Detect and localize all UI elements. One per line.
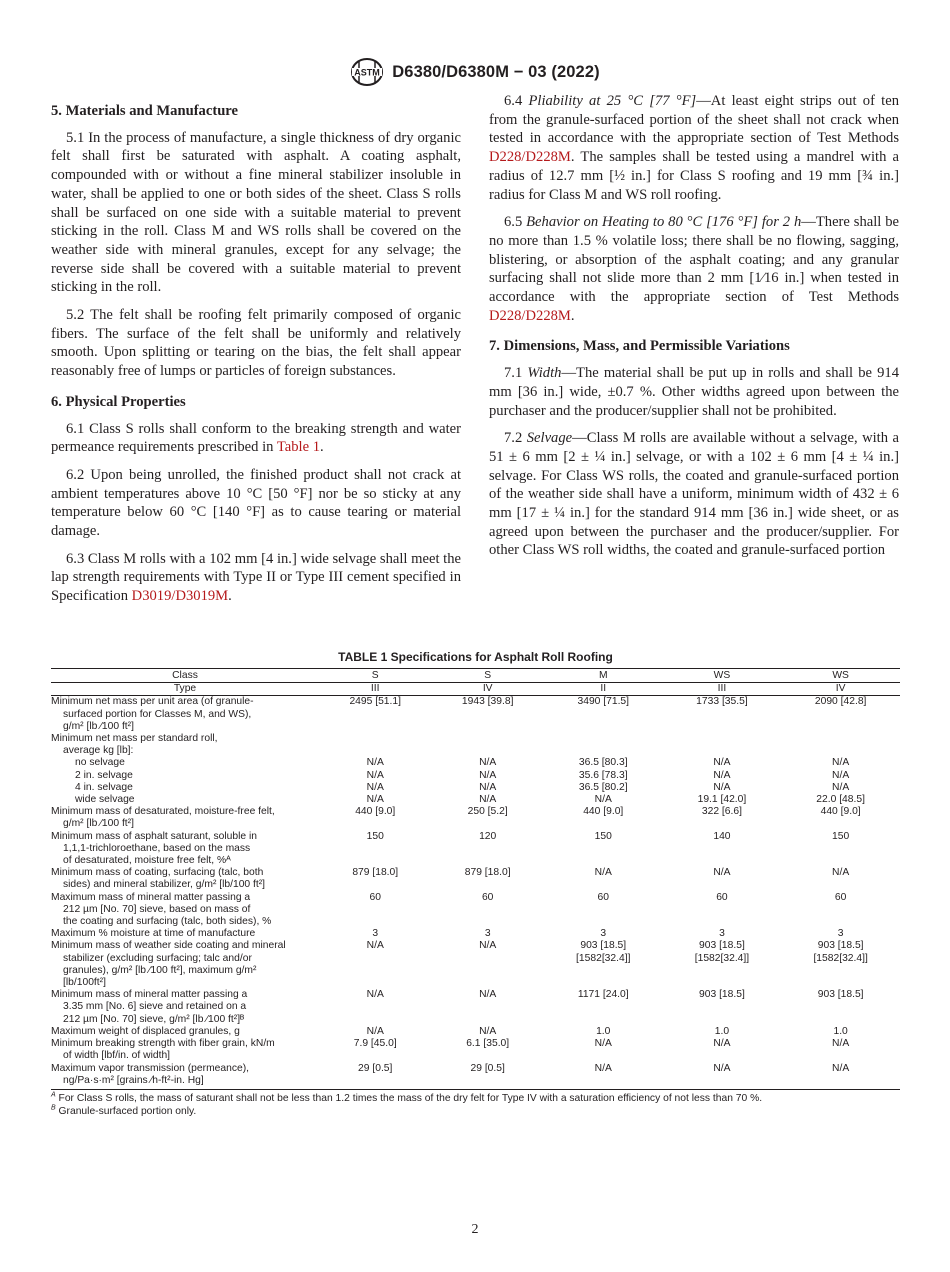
value-cell: 3490 [71.5] [577, 696, 630, 708]
paragraph-6-4-number: 6.4 [504, 93, 529, 109]
property-label-line: Minimum mass of coating, surfacing (talc, both [51, 867, 264, 879]
value-cell [663, 733, 782, 757]
property-cell [51, 1026, 319, 1038]
property-cell [51, 770, 319, 782]
paragraph-6-5-text: —There shall be no more than 1.5 % volatile loss; there shall be no flowing, sagging, blistering, or absorption of the asphalt coating; and any granular surfacing shall not slide more than 2 mm [1⁄16 in.] when tested in accordance with the appropriate section of Test Methods [489, 214, 899, 306]
property-cell [51, 733, 319, 757]
value-cell: 150 [366, 830, 384, 842]
property-label-line: Maximum weight of displaced granules, g [51, 1025, 240, 1037]
value-cell: 60 [597, 891, 609, 903]
value-cell: 322 [6.6] [701, 806, 742, 818]
value-cell: 440 [9.0] [355, 806, 396, 818]
property-cell [51, 806, 319, 830]
page-header [0, 55, 950, 89]
property-label-line: sides) and mineral stabilizer, g/m² [lb/100 ft²] [63, 879, 266, 891]
value-cell: 36.5 [80.3] [578, 757, 628, 769]
property-label-line: Maximum vapor transmission (permeance), [51, 1062, 249, 1074]
paragraph-6-3 [51, 550, 461, 606]
footnote-b-mark: B [51, 1104, 56, 1112]
paragraph-6-1-text: 6.1 Class S rolls shall conform to the breaking strength and water permeance requirements prescribed in [51, 420, 461, 456]
type-col-2: IV [431, 683, 543, 696]
paragraph-7-1-title: Width [527, 365, 562, 382]
d228-link[interactable]: D228/D228M [489, 149, 571, 166]
table-row [51, 696, 900, 733]
property-label-line: 2 in. selvage [75, 769, 133, 781]
property-label-line: stabilizer (excluding surfacing; talc and/or [63, 952, 252, 964]
value-cell: N/A [832, 1038, 850, 1050]
paragraph-6-3-end: . [228, 588, 232, 605]
table-header-type-row [51, 683, 900, 696]
astm-logo-icon [350, 57, 384, 87]
value-cell: N/A [544, 1063, 663, 1090]
footnote-a-text: For Class S rolls, the mass of saturant shall not be less than 1.2 times the mass of the dry felt for Type IV with a saturation efficiency of not less than 70 %. [55, 1092, 763, 1104]
value-cell: N/A [366, 1025, 384, 1037]
value-cell: 3 [837, 928, 844, 940]
value-cell: 29 [0.5] [431, 1063, 543, 1090]
value-cell: 1943 [39.8] [461, 696, 514, 708]
value-cell: 120 [479, 830, 497, 842]
table-row [51, 1026, 900, 1038]
value-cell: 150 [832, 830, 850, 842]
paragraph-6-2: 6.2 Upon being unrolled, the finished product shall not crack at ambient temperatures above 10 °C [50 °F] nor be so sticky at any temperature below 60 °C [140 °F] as to cause tearing or material damage. [51, 466, 461, 540]
specifications-table [51, 668, 900, 1090]
property-label-line: Minimum net mass per unit area (of granule- [51, 696, 254, 708]
property-cell [51, 831, 319, 868]
paragraph-6-4 [489, 92, 899, 204]
paragraph-6-4-end: . The samples shall be tested using a mandrel with a radius of 12.7 mm [½ in.] for Class S roofing and 19 mm [¾ in.] radius for Class M and WS roll roofing. [489, 149, 899, 203]
table-row [51, 794, 900, 806]
paragraph-7-1 [489, 364, 899, 420]
paragraph-6-5-number: 6.5 [504, 214, 527, 231]
property-label-line: 4 in. selvage [75, 781, 133, 793]
value-cell: N/A [479, 940, 497, 952]
table-body [51, 696, 900, 1090]
property-label-line: Maximum % moisture at time of manufacture [51, 928, 256, 940]
value-cell: 3 [600, 928, 607, 940]
value-cell: 1171 [24.0] [577, 989, 629, 1001]
value-cell: N/A [479, 781, 497, 793]
value-cell: 440 [9.0] [820, 806, 861, 818]
value-cell: N/A [479, 757, 497, 769]
table-row [51, 733, 900, 757]
value-cell: N/A [366, 781, 384, 793]
table-row [51, 940, 900, 989]
paragraph-7-2-title: Selvage [526, 430, 573, 447]
paragraph-7-2 [489, 429, 899, 560]
paragraph-6-1-end: . [320, 439, 324, 456]
property-label-line: Minimum net mass per standard roll, [51, 733, 218, 745]
paragraph-6-5 [489, 213, 899, 325]
type-col-3: II [544, 683, 663, 696]
footnote-b-text: Granule-surfaced portion only. [55, 1105, 197, 1117]
value-cell: N/A [594, 867, 612, 879]
footnote-a [51, 1092, 900, 1105]
property-cell [51, 940, 319, 989]
property-label-line: g/m² [lb ⁄100 ft²] [63, 818, 134, 830]
value-cell [431, 733, 543, 757]
property-cell [51, 1063, 319, 1090]
property-cell [51, 794, 319, 806]
value-cell: N/A [479, 989, 497, 1001]
right-column [489, 92, 899, 569]
value-cell: N/A [713, 867, 731, 879]
table-row [51, 757, 900, 769]
value-cell: N/A [479, 1025, 497, 1037]
value-cell: 6.1 [35.0] [466, 1038, 510, 1050]
type-col-5: IV [781, 683, 900, 696]
property-label-line: Minimum mass of mineral matter passing a [51, 989, 248, 1001]
section-5-heading: 5. Materials and Manufacture [51, 103, 238, 119]
property-cell [51, 892, 319, 929]
value-cell: 903 [18.5] [1582[32.4]] [576, 940, 631, 964]
property-label-line: the coating and surfacing (talc, both sides), % [63, 916, 272, 928]
paragraph-6-5-end: . [570, 307, 575, 324]
value-cell: N/A [832, 757, 850, 769]
property-label-line: 212 µm [No. 70] sieve, based on mass of [63, 903, 251, 915]
property-label-line: Minimum mass of asphalt saturant, soluble in [51, 830, 258, 842]
property-label-line: ng/Pa·s·m² [grains ⁄h-ft²-in. Hg] [63, 1074, 204, 1086]
value-cell: N/A [713, 757, 731, 769]
value-cell: 150 [594, 830, 612, 842]
value-cell: N/A [479, 794, 497, 806]
value-cell: N/A [366, 989, 384, 1001]
property-label-line: surfaced portion for Classes M, and WS), [63, 708, 252, 720]
svg-text:ASTM: ASTM [354, 67, 381, 78]
value-cell [544, 733, 663, 757]
table-row [51, 1038, 900, 1062]
property-cell [51, 782, 319, 794]
value-cell: 22.0 [48.5] [816, 794, 865, 806]
type-header: Type [51, 683, 319, 696]
value-cell: 2090 [42.8] [814, 696, 867, 708]
footnote-a-mark: A [51, 1091, 56, 1099]
paragraph-6-1 [51, 420, 461, 457]
table-row [51, 770, 900, 782]
left-column [51, 92, 461, 615]
property-cell [51, 867, 319, 891]
class-col-2: S [431, 669, 543, 683]
value-cell [781, 733, 900, 757]
value-cell: 60 [716, 891, 728, 903]
d3019-link[interactable]: D3019/D3019M [131, 588, 229, 605]
value-cell: 903 [18.5] [699, 989, 745, 1001]
value-cell: 440 [9.0] [583, 806, 624, 818]
paragraph-7-2-text: —Class M rolls are available without a selvage, with a 51 ± 6 mm [2 ± ¼ in.] selvage, or with a 102 ± 6 mm [4 ± ¼ in.] selvage. For Class WS rolls, the coated and granule-surfaced portion of the weather side shall have a uniform, minimum width of 432 ± 6 mm [17 ± ¼ in.] for the standard 914 mm [36 in.] wide sheet, or as agreed upon between the purchaser and the producer/supplier. For other Class WS roll widths, the coated and granule-surfaced portion [489, 430, 899, 559]
value-cell: 879 [18.0] [352, 867, 399, 879]
value-cell: N/A [781, 1063, 900, 1090]
property-label-line: [lb/100ft²] [63, 977, 106, 989]
property-label-line: of desaturated, moisture free felt, %ᴬ [63, 855, 231, 867]
value-cell: N/A [663, 1063, 782, 1090]
table-row [51, 1063, 900, 1090]
paragraph-6-5-title: Behavior on Heating to 80 °C [176 °F] for 2 h [526, 214, 802, 231]
property-label-line: average kg [lb]: [63, 745, 134, 757]
section-7-heading: 7. Dimensions, Mass, and Permissible Variations [489, 338, 790, 355]
value-cell: 903 [18.5] [817, 989, 864, 1001]
value-cell: N/A [713, 1038, 731, 1050]
value-cell: 3 [484, 928, 491, 940]
paragraph-6-4-title: Pliability at 25 °C [77 °F] [528, 93, 697, 109]
property-label-line: 212 µm [No. 70] sieve, g/m² [lb ⁄100 ft²]ᴮ [63, 1013, 245, 1025]
class-col-5: WS [781, 669, 900, 683]
value-cell: N/A [366, 757, 384, 769]
property-label-line: Maximum mass of mineral matter passing a [51, 891, 251, 903]
value-cell: N/A [366, 940, 384, 952]
page-number: 2 [471, 1222, 479, 1237]
value-cell: N/A [832, 867, 850, 879]
property-label-line: Minimum breaking strength with fiber grain, kN/m [51, 1038, 275, 1050]
paragraph-6-3-text: 6.3 Class M rolls with a 102 mm [4 in.] wide selvage shall meet the lap strength requirements with Type II or Type III cement specified in Specification [51, 550, 461, 605]
class-col-1: S [319, 669, 431, 683]
value-cell: N/A [366, 794, 384, 806]
value-cell: 7.9 [45.0] [353, 1038, 397, 1050]
value-cell: N/A [366, 769, 384, 781]
property-label-line: Minimum mass of weather side coating and mineral [51, 940, 286, 952]
property-cell [51, 696, 319, 733]
document-id: D6380/D6380M − 03 (2022) [392, 62, 600, 81]
value-cell: N/A [594, 1038, 612, 1050]
value-cell: 879 [18.0] [464, 867, 511, 879]
d228-link-2[interactable]: D228/D228M [489, 307, 571, 324]
value-cell: 3 [372, 928, 379, 940]
value-cell: 29 [0.5] [319, 1063, 431, 1090]
paragraph-7-2-number: 7.2 [504, 430, 527, 447]
table-row [51, 989, 900, 1026]
property-label-line: 3.35 mm [No. 6] sieve and retained on a [63, 1001, 247, 1013]
table-title: TABLE 1 Specifications for Asphalt Roll Roofing [338, 650, 613, 664]
value-cell: 1733 [35.5] [696, 696, 748, 708]
property-cell [51, 757, 319, 769]
table-row [51, 782, 900, 794]
table-row [51, 867, 900, 891]
value-cell: N/A [713, 781, 731, 793]
value-cell: 19.1 [42.0] [697, 794, 747, 806]
table-row [51, 831, 900, 868]
paragraph-7-1-number: 7.1 [504, 365, 528, 382]
class-col-3: M [544, 669, 663, 683]
property-label-line: granules), g/m² [lb ⁄100 ft²], maximum g/m² [63, 964, 257, 976]
class-header: Class [51, 669, 319, 683]
value-cell: 60 [369, 891, 381, 903]
value-cell: N/A [594, 794, 612, 806]
value-cell: 903 [18.5] [1582[32.4]] [813, 940, 868, 964]
value-cell: 36.5 [80.2] [578, 781, 628, 793]
value-cell: N/A [832, 769, 850, 781]
value-cell: N/A [479, 769, 497, 781]
property-label-line: wide selvage [75, 794, 135, 806]
property-label-line: of width [lbf/in. of width] [63, 1050, 171, 1062]
table-row [51, 806, 900, 830]
type-col-4: III [663, 683, 782, 696]
value-cell: N/A [713, 769, 731, 781]
property-label-line: g/m² [lb ⁄100 ft²] [63, 720, 134, 732]
value-cell: 903 [18.5] [1582[32.4]] [694, 940, 750, 964]
property-cell [51, 989, 319, 1026]
property-label-line: Minimum mass of desaturated, moisture-free felt, [51, 806, 275, 818]
table-row [51, 892, 900, 929]
footnote-b [51, 1105, 900, 1118]
value-cell: 1.0 [714, 1025, 730, 1037]
section-6-heading: 6. Physical Properties [51, 393, 186, 410]
value-cell: 1.0 [596, 1025, 611, 1037]
table-1-link[interactable]: Table 1 [276, 439, 320, 456]
value-cell: N/A [832, 781, 850, 793]
type-col-1: III [319, 683, 431, 696]
table-1 [51, 650, 900, 1118]
value-cell: 140 [713, 830, 731, 842]
paragraph-5-2: 5.2 The felt shall be roofing felt primarily composed of organic fibers. The surface of the felt shall be uniformly and relatively smooth. Upon splitting or tearing on the bias, the felt shall appear reasonably free of lumps or particles of foreign substances. [51, 307, 461, 380]
paragraph-5-1: 5.1 In the process of manufacture, a single thickness of dry organic felt shall first be saturated with asphalt. A coating asphalt, compounded with or without a fine mineral stabilizer insoluble in water, shall be applied to one or both sides of the sheet. Class S rolls shall be surfaced on one side with a suitable material to prevent sticking in the roll. Class M and WS rolls shall be covered on the weather side with mineral granules, except for any selvage; the reverse side shall be covered with a suitable material to prevent sticking in the roll. [51, 129, 461, 296]
value-cell [319, 733, 431, 757]
property-cell [51, 928, 319, 940]
paragraph-7-1-text: —The material shall be put up in rolls and shall be 914 mm [36 in.] wide, ±0.7 %. Other widths agreed upon between the purchaser and the producer/supplier shall not be prohibited. [489, 365, 900, 419]
value-cell: 2495 [51.1] [349, 696, 401, 708]
table-row [51, 928, 900, 940]
class-col-4: WS [663, 669, 782, 683]
table-header-class-row [51, 669, 900, 683]
paragraph-6-4-text: —At least eight strips out of ten from the granule-surfaced portion of the sheet shall not crack when tested in accordance with the appropriate section of Test Methods [489, 93, 899, 147]
value-cell: 1.0 [833, 1025, 848, 1037]
value-cell: 250 [5.2] [467, 806, 508, 818]
value-cell: 60 [834, 891, 847, 903]
value-cell: 35.6 [78.3] [578, 769, 628, 781]
property-label-line: no selvage [75, 757, 125, 769]
property-cell [51, 1038, 319, 1062]
value-cell: 60 [481, 891, 494, 903]
property-label-line: 1,1,1-trichloroethane, based on the mass [63, 842, 251, 854]
value-cell: 3 [719, 928, 725, 940]
